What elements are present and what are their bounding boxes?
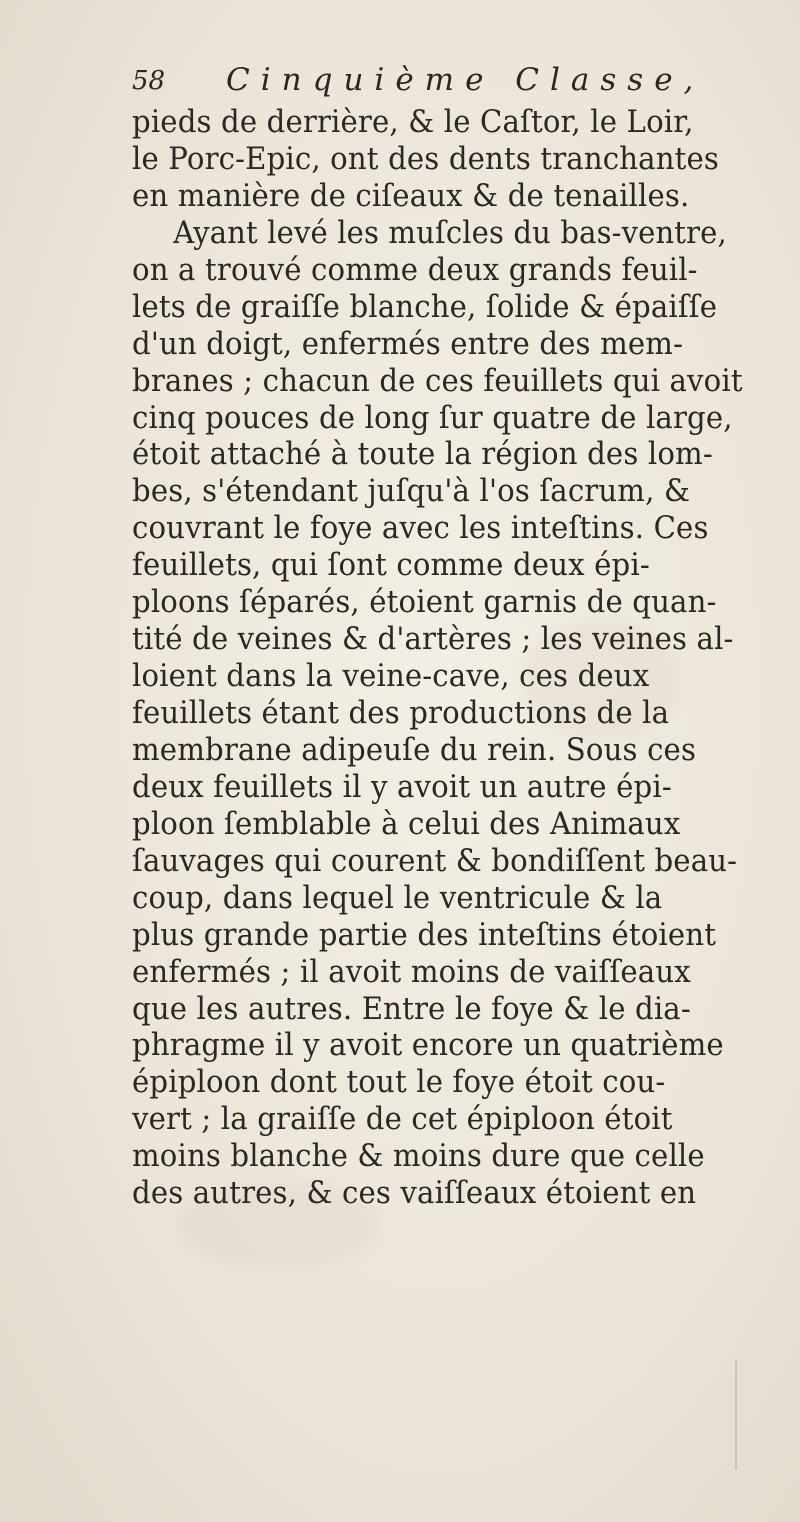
text-line: lets de graiſſe blanche, ſolide & épaiſſe — [132, 288, 718, 325]
text-line: ploon ſemblable à celui des Animaux — [132, 805, 681, 842]
text-line: couvrant le foye avec les inteſtins. Ces — [132, 510, 709, 547]
text-line: loient dans la veine-cave, ces deux — [132, 658, 650, 695]
text-line: enfermés ; il avoit moins de vaiſſeaux — [132, 953, 691, 990]
text-line: vert ; la graiſſe de cet épiploon étoit — [132, 1101, 673, 1138]
text-line: épiploon dont tout le foye étoit cou- — [132, 1064, 666, 1101]
page-crease — [735, 1360, 737, 1470]
text-line: coup, dans lequel le ventricule & la — [132, 879, 663, 916]
body-text — [132, 104, 800, 1212]
text-line: d'un doigt, enfermés entre des mem- — [132, 325, 684, 362]
text-line: plus grande partie des inteſtins étoient — [132, 916, 717, 953]
text-line: cinq pouces de long ſur quatre de large, — [132, 399, 733, 436]
text-line: des autres, & ces vaiſſeaux étoient en — [132, 1175, 697, 1212]
text-line: ſauvages qui courent & bondiſſent beau- — [132, 842, 738, 879]
page-number: 58 — [132, 66, 166, 96]
text-line: en manière de ciſeaux & de tenailles. — [132, 177, 690, 214]
text-line: feuillets, qui ſont comme deux épi- — [132, 547, 650, 584]
text-line: on a trouvé comme deux grands feuil- — [132, 251, 698, 288]
text-line: feuillets étant des productions de la — [132, 695, 670, 731]
text-line: pieds de derrière, & le Caſtor, le Loir, — [132, 104, 694, 140]
running-head-title: Cinquième Classe, — [226, 62, 705, 98]
text-line: branes ; chacun de ces feuillets qui avoit — [132, 362, 743, 399]
text-line: étoit attaché à toute la région des lom- — [132, 436, 713, 473]
text-line: tité de veines & d'artères ; les veines al- — [132, 621, 734, 658]
text-line: phragme il y avoit encore un quatrième — [132, 1027, 724, 1064]
text-line: moins blanche & moins dure que celle — [132, 1138, 705, 1175]
text-line: deux feuillets il y avoit un autre épi- — [132, 768, 672, 805]
text-line: que les autres. Entre le foye & le dia- — [132, 990, 691, 1027]
running-head — [132, 62, 732, 102]
text-line: bes, s'étendant juſqu'à l'os ſacrum, & — [132, 473, 691, 510]
text-line: membrane adipeuſe du rein. Sous ces — [132, 731, 697, 768]
text-line: ploons ſéparés, étoient garnis de quan- — [132, 584, 717, 621]
text-line: le Porc-Epic, ont des dents tranchantes — [132, 140, 720, 177]
paragraph-start-line: Ayant levé les muſcles du bas-ventre, — [173, 214, 727, 251]
